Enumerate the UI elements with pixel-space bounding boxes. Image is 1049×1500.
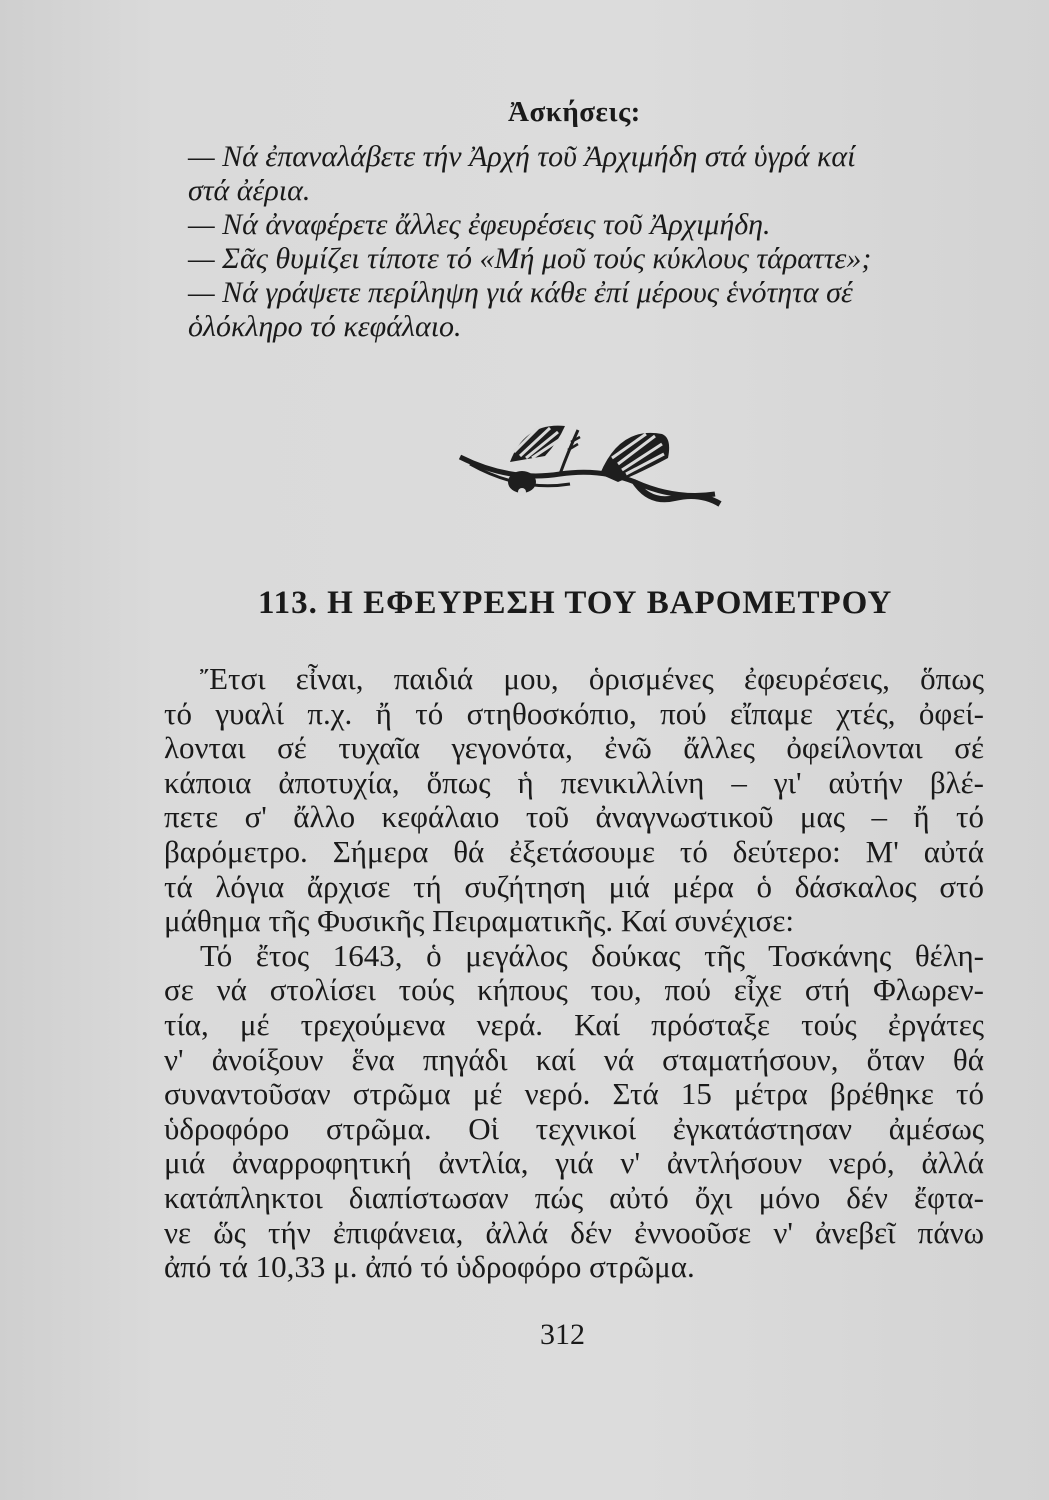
- body-line: ν' ἀνοίξουν ἕνα πηγάδι καί νά σταματήσουν, ὅταν θά: [164, 1041, 984, 1077]
- section-title: 113. Η ΕΦΕΥΡΕΣΗ ΤΟΥ ΒΑΡΟΜΕΤΡΟΥ: [258, 585, 893, 621]
- body-line: κατάπληκτοι διαπίστωσαν πώς αὐτό ὄχι μόνο δέν ἔφτα-: [164, 1179, 984, 1215]
- body-line: τία, μέ τρεχούμενα νερά. Καί πρόσταξε τούς ἐργάτες: [164, 1006, 984, 1042]
- page-number: 312: [540, 1318, 585, 1351]
- body-line: συναντοῦσαν στρῶμα μέ νερό. Στά 15 μέτρα βρέθηκε τό: [164, 1076, 984, 1112]
- body-line: μάθημα τῆς Φυσικῆς Πειραματικῆς. Καί συνέχισε:: [164, 903, 794, 939]
- exercise-line: ὁλόκληρο τό κεφάλαιο.: [188, 310, 462, 343]
- body-line: λονται σέ τυχαῖα γεγονότα, ἐνῶ ἄλλες ὀφείλονται σέ: [164, 730, 984, 766]
- body-text: [164, 662, 984, 1285]
- body-line: κάποια ἀποτυχία, ὅπως ἡ πενικιλλίνη – γι' αὐτήν βλέ-: [164, 764, 984, 800]
- body-line: πετε σ' ἄλλο κεφάλαιο τοῦ ἀναγνωστικοῦ μας – ἤ τό: [164, 799, 984, 835]
- leaf-scroll-ornament-icon: [450, 412, 730, 512]
- exercise-line: — Νά γράψετε περίληψη γιά κάθε ἐπί μέρους ἑνότητα σέ: [188, 276, 853, 309]
- body-line: τό γυαλί π.χ. ἤ τό στηθοσκόπιο, πού εἴπαμε χτές, ὀφεί-: [164, 695, 984, 731]
- body-line: ὑδροφόρο στρῶμα. Οἱ τεχνικοί ἐγκατάστησαν ἀμέσως: [164, 1110, 984, 1146]
- exercises-heading: Ἀσκήσεις:: [508, 96, 641, 128]
- body-line: μιά ἀναρροφητική ἀντλία, γιά ν' ἀντλήσουν νερό, ἀλλά: [164, 1145, 984, 1181]
- exercise-line: — Σᾶς θυμίζει τίποτε τό «Μή μοῦ τούς κύκλους τάραττε»;: [188, 242, 872, 275]
- body-line: Τό ἔτος 1643, ὁ μεγάλος δούκας τῆς Τοσκάνης θέλη-: [200, 937, 984, 973]
- exercise-list: [188, 140, 988, 344]
- exercise-line: — Νά ἀναφέρετε ἄλλες ἐφευρέσεις τοῦ Ἀρχιμήδη.: [188, 208, 771, 241]
- exercise-line: — Νά ἐπαναλάβετε τήν Ἀρχή τοῦ Ἀρχιμήδη στά ὑγρά καί: [188, 140, 856, 173]
- exercise-line: στά ἀέρια.: [188, 174, 311, 207]
- body-line: βαρόμετρο. Σήμερα θά ἐξετάσουμε τό δεύτερο: Μ' αὐτά: [164, 833, 984, 869]
- body-line: ἀπό τά 10,33 μ. ἀπό τό ὑδροφόρο στρῶμα.: [164, 1249, 695, 1285]
- body-line: σε νά στολίσει τούς κήπους του, πού εἶχε στή Φλωρεν-: [164, 972, 984, 1008]
- body-line: νε ὥς τήν ἐπιφάνεια, ἀλλά δέν ἐννοοῦσε ν' ἀνεβεῖ πάνω: [164, 1214, 984, 1250]
- body-line: τά λόγια ἄρχισε τή συζήτηση μιά μέρα ὁ δάσκαλος στό: [164, 868, 984, 904]
- body-line: Ἔτσι εἶναι, παιδιά μου, ὁρισμένες ἐφευρέσεις, ὅπως: [200, 661, 984, 696]
